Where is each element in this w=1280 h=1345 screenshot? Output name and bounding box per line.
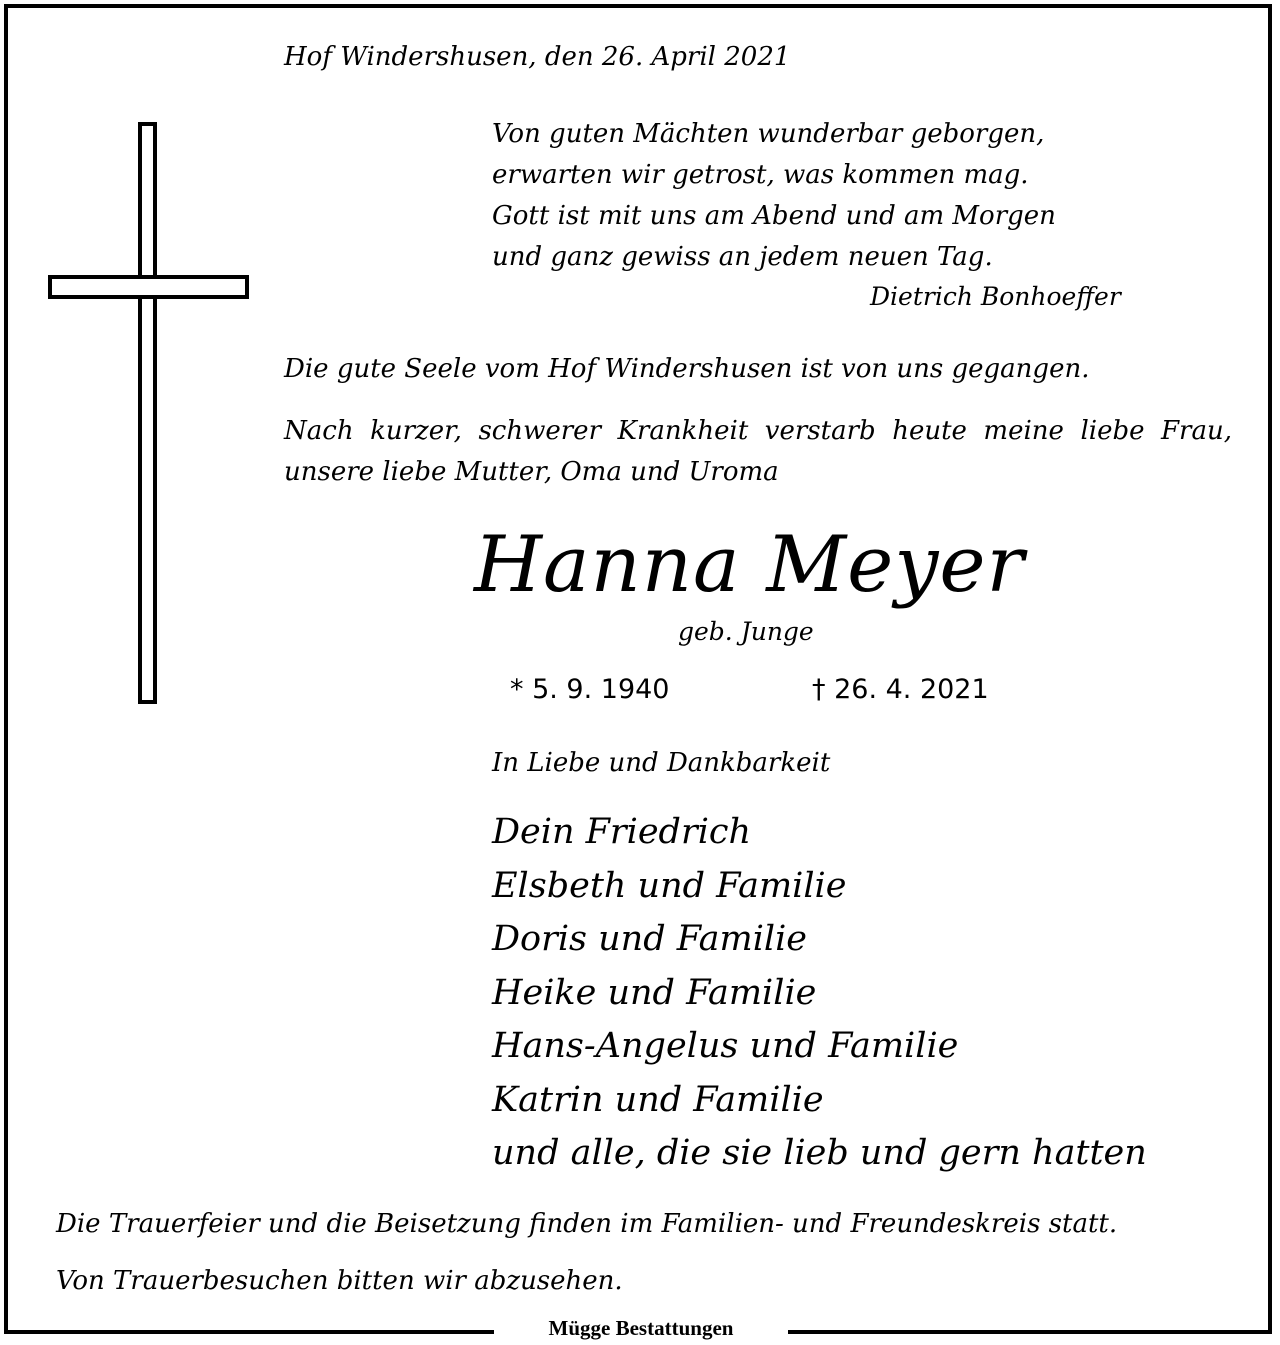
mourner-item: und alle, die sie lieb und gern hatten	[492, 1133, 1147, 1173]
death-date: † 26. 4. 2021	[812, 674, 989, 705]
mourner-item: Heike und Familie	[492, 972, 817, 1013]
intro-text: Die gute Seele vom Hof Windershusen ist von uns gegangen.	[284, 354, 1090, 384]
mourner-item: Doris und Familie	[492, 919, 808, 959]
mourner-item: Katrin und Familie	[492, 1079, 824, 1120]
poem	[492, 114, 1056, 278]
closing-text: In Liebe und Dankbarkeit	[492, 748, 831, 778]
place-date: Hof Windershusen, den 26. April 2021	[284, 42, 791, 72]
birth-date: * 5. 9. 1940	[510, 674, 670, 705]
mourners-list	[492, 806, 1147, 1181]
undertaker-name: Mügge Bestattungen	[548, 1316, 734, 1340]
mourner-item: Elsbeth und Familie	[492, 865, 847, 906]
poem-author: Dietrich Bonhoeffer	[870, 282, 1121, 311]
poem-line: erwarten wir getrost, was kommen mag.	[492, 160, 1029, 190]
mourner-item: Hans-Angelus und Familie	[492, 1026, 959, 1066]
birth-name: geb. Junge	[678, 617, 814, 646]
cross-vertical-beam	[138, 122, 157, 704]
visits-text: Von Trauerbesuchen bitten wir abzusehen.	[56, 1266, 623, 1296]
ceremony-text: Die Trauerfeier und die Beisetzung finden im Familien- und Freundeskreis statt.	[56, 1209, 1118, 1239]
poem-line: Gott ist mit uns am Abend und am Morgen	[492, 201, 1056, 231]
poem-line: Von guten Mächten wunderbar geborgen,	[492, 119, 1045, 149]
announcement-text: Nach kurzer, schwerer Krankheit verstarb heute meine liebe Frau, unsere liebe Mutter, Oma und Uroma	[284, 416, 1232, 487]
cross-center	[142, 279, 153, 295]
mourner-item: Dein Friedrich	[492, 812, 752, 852]
poem-line: und ganz gewiss an jedem neuen Tag.	[492, 242, 993, 272]
deceased-name: Hanna Meyer	[474, 520, 1025, 610]
